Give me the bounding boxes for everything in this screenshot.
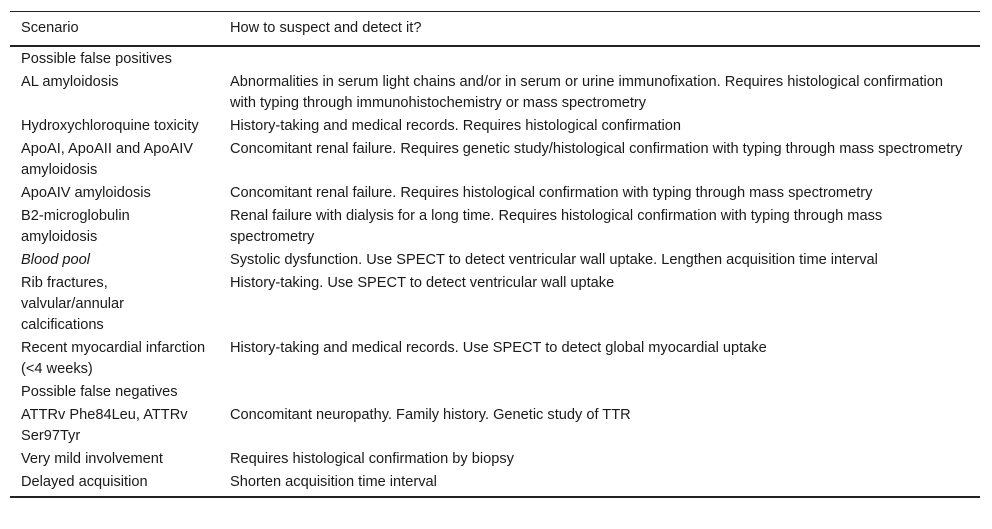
table-row: [10, 205, 980, 249]
table-row: [10, 404, 980, 448]
row-scenario: Delayed acquisition: [21, 474, 148, 490]
row-detection: History-taking and medical records. Requires histological confirmation: [230, 118, 681, 134]
row-scenario: ApoAIV amyloidosis: [21, 185, 151, 201]
table-row-section-false-negatives: [10, 381, 980, 404]
table-row: [10, 249, 980, 272]
table-row: [10, 471, 980, 497]
row-detection: Requires histological confirmation by biopsy: [230, 451, 514, 467]
row-detection: Concomitant renal failure. Requires genetic study/histological confirmation with typing through mass spectrometry: [230, 141, 963, 157]
row-scenario: AL amyloidosis: [21, 74, 119, 90]
row-detection: Systolic dysfunction. Use SPECT to detect ventricular wall uptake. Lengthen acquisition time interval: [230, 252, 878, 268]
false-results-table: [10, 11, 980, 498]
row-detection: Abnormalities in serum light chains and/or in serum or urine immunofixation. Requires histological confirmation with typing through immunohistochemistry or mass spectrometry: [230, 74, 943, 111]
false-results-table-container: [10, 11, 980, 498]
row-scenario: Very mild involvement: [21, 451, 163, 467]
section-label-false-negatives: Possible false negatives: [21, 384, 178, 400]
table-row: [10, 71, 980, 115]
section-label-false-positives: Possible false positives: [21, 51, 172, 67]
row-detection: History-taking. Use SPECT to detect ventricular wall uptake: [230, 275, 615, 291]
table-row: [10, 337, 980, 381]
table-row: [10, 138, 980, 182]
row-scenario: Rib fractures, valvular/annular calcifications: [21, 275, 125, 333]
table-row-section-false-positives: [10, 46, 980, 71]
row-scenario: B2-microglobulin amyloidosis: [21, 208, 130, 245]
row-scenario: Recent myocardial infarction (<4 weeks): [21, 340, 206, 377]
row-scenario: ApoAI, ApoAII and ApoAIV amyloidosis: [21, 141, 194, 178]
row-detection: History-taking and medical records. Use SPECT to detect global myocardial uptake: [230, 340, 767, 356]
header-detection: How to suspect and detect it?: [230, 20, 422, 36]
row-scenario: Hydroxychloroquine toxicity: [21, 118, 199, 134]
row-detection: [219, 381, 980, 404]
row-detection: [219, 46, 980, 71]
table-row: [10, 182, 980, 205]
row-detection: Shorten acquisition time interval: [230, 474, 437, 490]
table-body: [10, 46, 980, 497]
row-detection: Concomitant renal failure. Requires histological confirmation with typing through mass spectrometry: [230, 185, 873, 201]
table-row: [10, 115, 980, 138]
row-detection: Concomitant neuropathy. Family history. Genetic study of TTR: [230, 407, 631, 423]
header-row: [10, 12, 980, 47]
table-row: [10, 272, 980, 337]
row-scenario: ATTRv Phe84Leu, ATTRv Ser97Tyr: [21, 407, 188, 444]
table-header: [10, 12, 980, 47]
table-row: [10, 448, 980, 471]
header-scenario: Scenario: [21, 20, 79, 36]
row-scenario: Blood pool: [21, 252, 90, 268]
row-detection: Renal failure with dialysis for a long time. Requires histological confirmation with typing through mass spectrometry: [230, 208, 883, 245]
